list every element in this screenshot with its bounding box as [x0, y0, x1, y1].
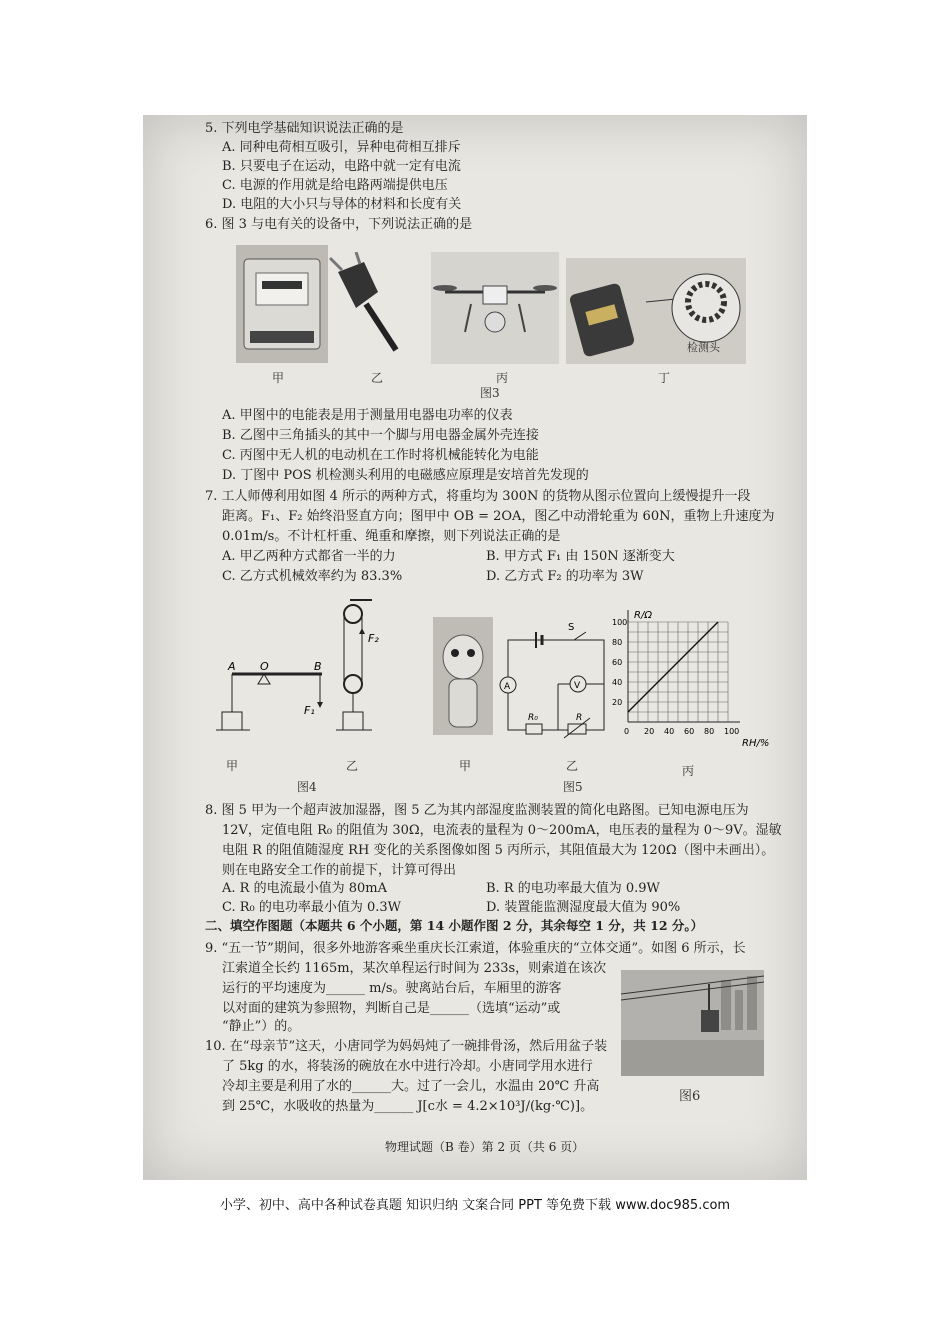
q8-line-3: 电阻 R 的阻值随湿度 RH 变化的关系图像如图 5 丙所示，其阻值最大为 120Ω（图中未画出）。: [222, 843, 775, 858]
fig4-caption: 图4: [297, 780, 317, 794]
q10-line-3: 冷却主要是利用了水的______大。过了一会儿，水温由 20℃ 升高: [222, 1079, 600, 1094]
weight-box-yi: [343, 712, 363, 730]
q8-option-a: A. R 的电流最小值为 80mA: [222, 881, 387, 896]
force-label-f1: F₁: [304, 704, 315, 717]
fig3-label-yi: 乙: [371, 371, 384, 385]
q10-line-2: 了 5kg 的水，将装汤的碗放在水中进行冷却。小唐同学用水进行: [222, 1059, 593, 1074]
lever-label-o: O: [260, 660, 269, 673]
fig3-caption: 图3: [480, 386, 500, 400]
fig6-caption: 图6: [679, 1089, 701, 1104]
q8-option-c: C. R₀ 的电功率最小值为 0.3W: [222, 900, 402, 915]
fig5-label-jia: 甲: [459, 759, 472, 773]
q7-line-3: 0.01m/s。不计杠杆重、绳重和摩擦，则下列说法正确的是: [222, 529, 561, 544]
lever-label-a: A: [228, 660, 236, 673]
q9-line-3: 运行的平均速度为______ m/s。驶离站台后，车厢里的游客: [222, 981, 562, 996]
cable-car-icon: [621, 970, 764, 1076]
circuit-label-r: R: [576, 713, 583, 723]
electric-meter-icon: [236, 245, 328, 363]
q8-option-d: D. 装置能监测湿度最大值为 90%: [486, 900, 681, 915]
chart-x-tick: 20: [644, 727, 655, 736]
cable-car-photo: [621, 970, 764, 1076]
fig3-label-jia: 甲: [272, 371, 285, 385]
q6-option-a: A. 甲图中的电能表是用于测量用电器电功率的仪表: [222, 408, 513, 423]
circuit-label-v: V: [574, 681, 581, 691]
movable-pulley-icon: [344, 675, 362, 693]
q7-option-a: A. 甲乙两种方式都省一半的力: [222, 549, 396, 564]
q8-line-2: 12V，定值电阻 R₀ 的阻值为 30Ω，电流表的量程为 0～200mA，电压表的量程为 0～9V。湿敏: [222, 823, 782, 838]
lever-pulley-diagram: [210, 590, 400, 765]
q6-option-b: B. 乙图中三角插头的其中一个脚与用电器金属外壳连接: [222, 428, 539, 443]
q5-option-c: C. 电源的作用就是给电路两端提供电压: [222, 178, 448, 193]
fig5-label-yi: 乙: [566, 759, 579, 773]
q5-option-d: D. 电阻的大小只与导体的材料和长度有关: [222, 197, 462, 212]
chart-y-tick: 40: [612, 678, 623, 687]
chart-grid: [628, 610, 740, 722]
q9-line-5: “静止”）的。: [222, 1019, 301, 1034]
q7-option-c: C. 乙方式机械效率约为 83.3%: [222, 569, 403, 584]
q6-stem: 6. 图 3 与电有关的设备中，下列说法正确的是: [205, 217, 473, 232]
chart-y-tick: 20: [612, 698, 623, 707]
plug-icon: [320, 252, 408, 356]
q9-line-4: 以对面的建筑为参照物，判断自己是______（选填“运动”或: [222, 1001, 561, 1016]
chart-ticks: [612, 618, 739, 736]
q9-line-2: 江索道全长约 1165m，某次单程运行时间为 233s，则索道在该次: [222, 961, 607, 976]
weight-box-jia: [222, 712, 242, 730]
chart-x-tick: 40: [664, 727, 675, 736]
q8-line-1: 8. 图 5 甲为一个超声波加湿器，图 5 乙为其内部湿度监测装置的简化电路图。已知电源电压为: [205, 803, 749, 818]
chart-x-tick: 0: [624, 727, 630, 736]
fig3-label-bing: 丙: [496, 371, 509, 385]
fig5-label-bing: 丙: [682, 764, 695, 778]
q5-option-a: A. 同种电荷相互吸引，异种电荷相互排斥: [222, 140, 461, 155]
fixed-pulley-icon: [344, 605, 362, 623]
r0-resistor-icon: [526, 724, 542, 734]
chart-x-tick: 60: [684, 727, 695, 736]
chart-y-tick: 100: [612, 618, 628, 627]
circuit-label-r0: R₀: [528, 713, 538, 723]
resistance-humidity-chart: [606, 604, 776, 754]
q8-line-4: 则在电路安全工作的前提下，计算可得出: [222, 863, 457, 878]
section-2-heading: 二、填空作图题（本题共 6 个小题，第 14 小题作图 2 分，其余每空 1 分，共 12 分。）: [205, 918, 704, 933]
chart-x-tick: 80: [704, 727, 715, 736]
q10-line-4: 到 25℃，水吸收的热量为______ J[c水 = 4.2×10³J/(kg·℃)]。: [222, 1099, 594, 1114]
q6-option-c: C. 丙图中无人机的电动机在工作时将机械能转化为电能: [222, 448, 539, 463]
fig4-label-jia: 甲: [226, 759, 239, 773]
humidity-circuit: [498, 620, 618, 740]
chart-x-tick: 100: [724, 727, 740, 736]
switch-icon: [574, 632, 586, 640]
force-label-f2: F₂: [368, 632, 379, 645]
site-footer: 小学、初中、高中各种试卷真题 知识归纳 文案合同 PPT 等免费下载 www.doc985.com: [219, 1198, 731, 1213]
q9-line-1: 9. “五一节”期间，很多外地游客乘坐重庆长江索道，体验重庆的“立体交通”。如图 6 所示，长: [205, 941, 746, 956]
plug-photo: [320, 252, 408, 356]
q5-stem: 5. 下列电学基础知识说法正确的是: [205, 121, 404, 136]
q6-option-d: D. 丁图中 POS 机检测头利用的电磁感应原理是安培首先发现的: [222, 468, 589, 483]
fig4-label-yi: 乙: [346, 759, 359, 773]
chart-y-tick: 60: [612, 658, 623, 667]
q7-line-2: 距离。F₁、F₂ 始终沿竖直方向；图甲中 OB = 2OA，图乙中动滑轮重为 60N，重物上升速度为: [222, 509, 775, 524]
q7-option-b: B. 甲方式 F₁ 由 150N 逐渐变大: [486, 549, 675, 564]
chart-xlabel: RH/%: [742, 738, 770, 749]
fig5-caption: 图5: [563, 780, 583, 794]
detector-label: 检测头: [687, 341, 720, 354]
chart-ylabel: R/Ω: [634, 610, 652, 621]
q7-line-1: 7. 工人师傅利用如图 4 所示的两种方式，将重均为 300N 的货物从图示位置向上缓慢提升一段: [205, 489, 751, 504]
fig3-label-ding: 丁: [658, 371, 671, 385]
humidifier-icon: [433, 617, 493, 735]
chart-y-tick: 80: [612, 638, 623, 647]
humidifier-photo: [433, 617, 493, 735]
circuit-label-s: S: [568, 622, 575, 633]
drone-icon: [431, 252, 559, 364]
q5-option-b: B. 只要电子在运动，电路中就一定有电流: [222, 159, 461, 174]
page-number-footer: 物理试题（B 卷）第 2 页（共 6 页）: [385, 1140, 585, 1154]
circuit-label-a: A: [504, 682, 511, 692]
electric-meter-photo: [236, 245, 328, 363]
lever-label-b: B: [314, 660, 322, 673]
q10-line-1: 10. 在“母亲节”这天，小唐同学为妈妈炖了一碗排骨汤，然后用盆子装: [205, 1039, 608, 1054]
q7-option-d: D. 乙方式 F₂ 的功率为 3W: [486, 569, 644, 584]
chart-series-line: [628, 622, 718, 712]
q8-option-b: B. R 的电功率最大值为 0.9W: [486, 881, 660, 896]
drone-photo: [431, 252, 559, 364]
